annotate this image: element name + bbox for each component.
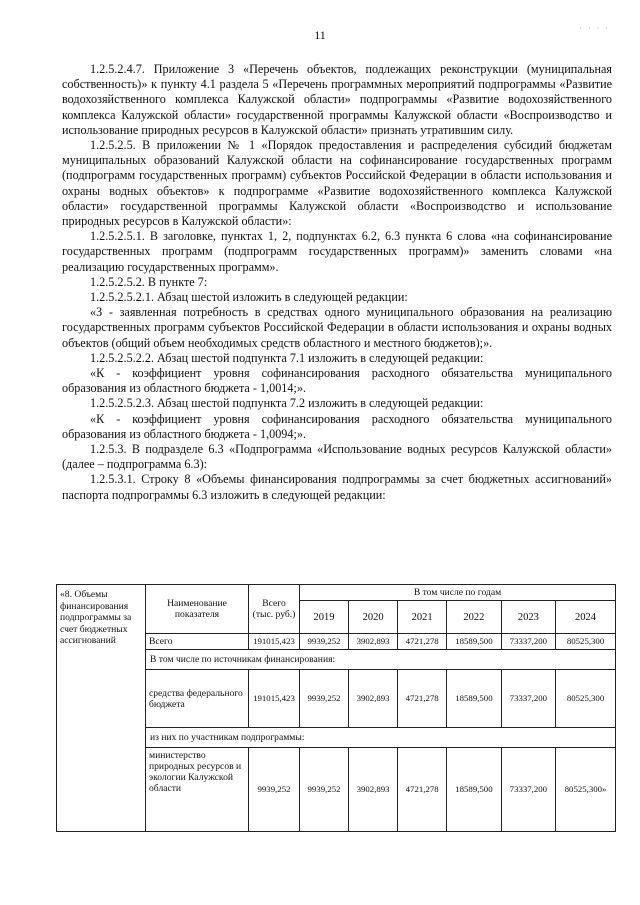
participants-header: из них по участникам подпрограммы: — [146, 728, 616, 748]
cell-value: 73337,200 — [501, 670, 555, 728]
paragraph: 1.2.5.3. В подразделе 6.3 «Подпрограмма «Использование водных ресурсов Калужской области» (далее – подпрограмма 6.3): — [62, 442, 612, 472]
column-header-total: Всего (тыс. руб.) — [249, 585, 300, 634]
cell-value: 4721,278 — [398, 670, 447, 728]
row-label: «8. Объемы финансирования подпрограммы за счет бюджетных ассигнований — [57, 585, 146, 832]
year-header: 2022 — [447, 601, 501, 634]
cell-value: 9939,252 — [300, 670, 349, 728]
scan-mark: · · · · — [579, 24, 610, 33]
cell-value: 3902,893 — [349, 634, 398, 650]
year-header: 2024 — [556, 601, 616, 634]
year-header: 2023 — [501, 601, 555, 634]
cell-value: 3902,893 — [349, 748, 398, 832]
year-header: 2019 — [300, 601, 349, 634]
paragraph: 1.2.5.2.5.2. В пункте 7: — [90, 274, 208, 289]
cell-total: 191015,423 — [249, 670, 300, 728]
row-name: министерство природных ресурсов и экологии Калужской области — [146, 748, 249, 832]
cell-value: 9939,252 — [300, 634, 349, 650]
paragraph: 1.2.5.3.1. Строку 8 «Объемы финансирования подпрограммы за счет бюджетных ассигнований» паспорта подпрограммы 6.3 изложить в следующей редакции: — [62, 472, 612, 502]
cell-value: 80525,300» — [556, 748, 616, 832]
paragraph: «К - коэффициент уровня софинансирования расходного обязательства муниципального образования из областного бюджета - 1,0094;». — [62, 411, 612, 441]
column-header-name: Наименование показателя — [146, 585, 249, 634]
cell-value: 80525,300 — [556, 634, 616, 650]
cell-total: 9939,252 — [249, 748, 300, 832]
cell-value: 4721,278 — [398, 748, 447, 832]
cell-value: 4721,278 — [398, 634, 447, 650]
sources-header: В том числе по источникам финансирования: — [146, 650, 616, 670]
cell-value: 18589,500 — [447, 634, 501, 650]
financing-table — [56, 584, 616, 832]
paragraph: «З - заявленная потребность в средствах одного муниципального образования на реализацию государственных программ субъектов Российской Федерации в области использования и охраны водных объектов (общий объем необходимых средств областного и местного бюджетов);». — [62, 305, 612, 350]
cell-value: 18589,500 — [447, 670, 501, 728]
cell-value: 3902,893 — [349, 670, 398, 728]
paragraph: 1.2.5.2.5.2.1. Абзац шестой изложить в следующей редакции: — [90, 290, 408, 305]
cell-value: 9939,252 — [300, 748, 349, 832]
cell-total: 191015,423 — [249, 634, 300, 650]
row-name: средства федерального бюджета — [146, 670, 249, 728]
paragraph: 1.2.5.2.5.2.3. Абзац шестой подпункта 7.2 изложить в следующей редакции: — [90, 396, 484, 411]
page-number: 11 — [314, 28, 326, 42]
year-header: 2020 — [349, 601, 398, 634]
document-body — [62, 62, 612, 503]
row-name: Всего — [146, 634, 249, 650]
year-header: 2021 — [398, 601, 447, 634]
paragraph: 1.2.5.2.5.1. В заголовке, пунктах 1, 2, подпунктах 6.2, 6.3 пункта 6 слова «на софинансирование государственных программ (подпрограмм государственных программ)» заменить словами «на реализацию государственных программ». — [62, 229, 612, 274]
column-header-years: В том числе по годам — [300, 585, 616, 601]
paragraph: 1.2.5.2.5. В приложении № 1 «Порядок предоставления и распределения субсидий бюджетам муниципальных образований Калужской области на софинансирование государственных программ (подпрограмм государственных программ) субъектов Российской Федерации в области использования и охраны водных объектов» к подпрограмме «Развитие водохозяйственного комплекса Калужской области» государственной программы Калужской области «Воспроизводство и использование природных ресурсов в Калужской области»: — [62, 138, 612, 229]
cell-value: 80525,300 — [556, 670, 616, 728]
cell-value: 73337,200 — [501, 748, 555, 832]
paragraph: 1.2.5.2.5.2.2. Абзац шестой подпункта 7.1 изложить в следующей редакции: — [90, 350, 484, 365]
paragraph: «К - коэффициент уровня софинансирования расходного обязательства муниципального образования из областного бюджета - 1,0014;». — [62, 366, 612, 396]
cell-value: 18589,500 — [447, 748, 501, 832]
paragraph: 1.2.5.2.4.7. Приложение 3 «Перечень объектов, подлежащих реконструкции (муниципальная собственность)» к пункту 4.1 раздела 5 «Перечень программных мероприятий подпрограммы «Развитие водохозяйственного комплекса Калужской области» подпрограммы «Развитие водохозяйственного комплекса Калужской области» государственной программы Калужской области «Воспроизводство и использование природных ресурсов в Калужской области» признать утратившим силу. — [62, 62, 612, 137]
cell-value: 73337,200 — [501, 634, 555, 650]
